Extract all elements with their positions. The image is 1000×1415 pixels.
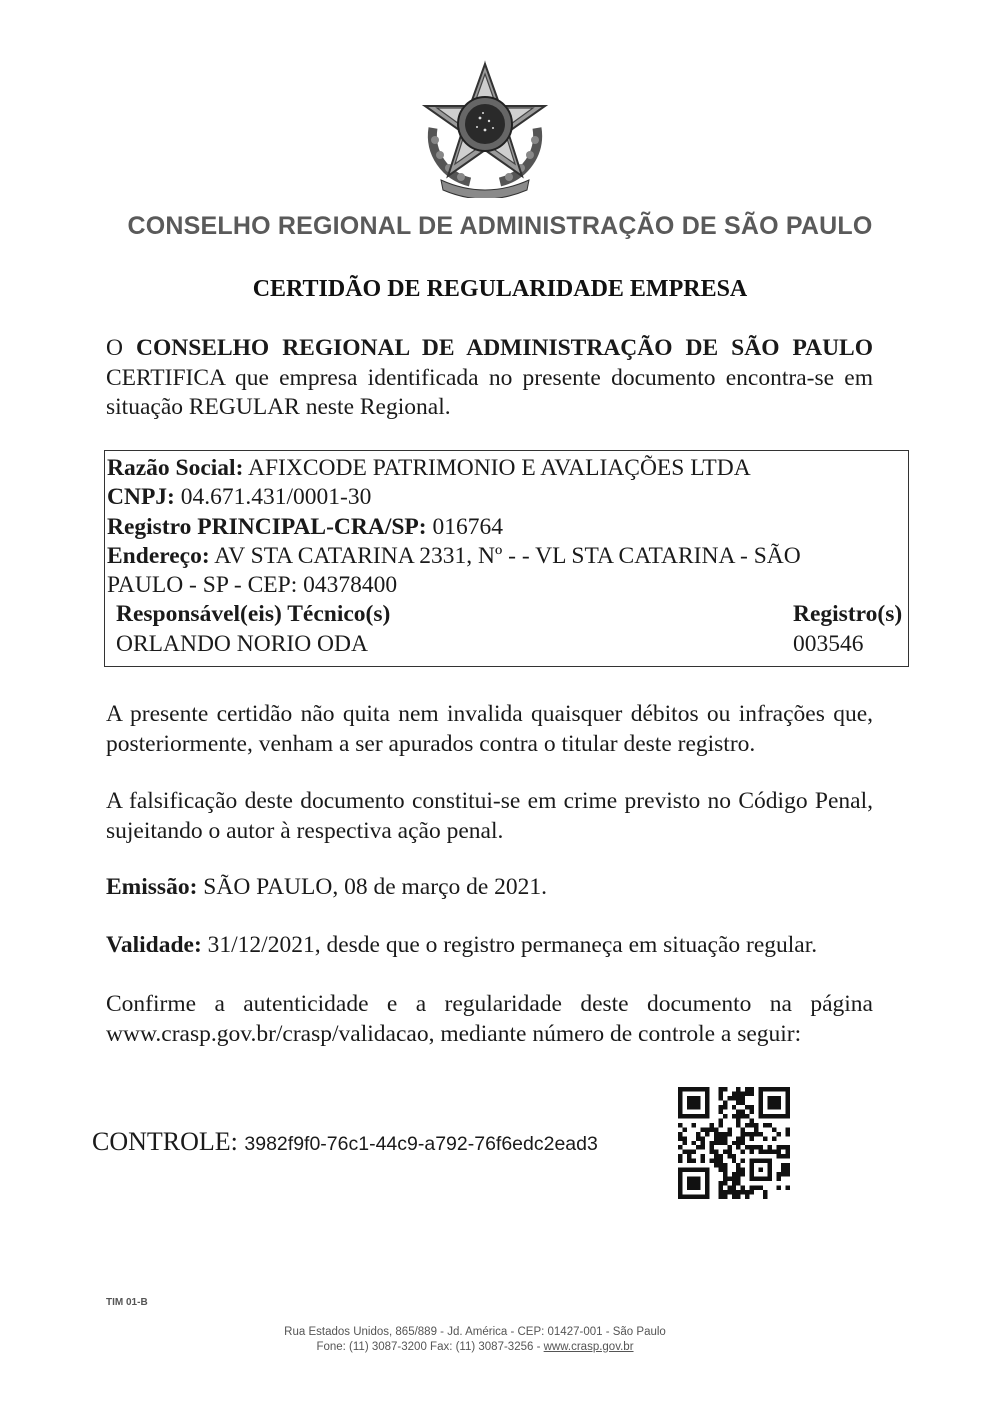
intro-paragraph bbox=[106, 334, 873, 423]
brazil-coat-of-arms-icon bbox=[415, 58, 555, 198]
registros-header: Registro(s) bbox=[793, 601, 903, 628]
razao-social-row bbox=[107, 454, 908, 483]
control-line bbox=[92, 1127, 598, 1157]
disclaimer-paragraph: A presente certidão não quita nem invalida quaisquer débitos ou infrações que, posteriormente, venham a ser apurados contra o titular deste registro. bbox=[106, 701, 873, 757]
razao-social-label: Razão Social: bbox=[107, 455, 244, 481]
cnpj-value: 04.671.431/0001-30 bbox=[180, 484, 372, 511]
registro-label: Registro PRINCIPAL-CRA/SP: bbox=[107, 513, 427, 540]
document-title: CERTIDÃO DE REGULARIDADE EMPRESA bbox=[252, 276, 748, 302]
emission-value: SÃO PAULO, 08 de março de 2021. bbox=[203, 874, 548, 900]
intro-text: CERTIFICA que empresa identificada no presente documento encontra-se em situação REGULAR neste Regional. bbox=[106, 364, 873, 420]
footer bbox=[0, 1325, 950, 1355]
validity-label: Validade: bbox=[106, 932, 202, 958]
cnpj-row bbox=[107, 483, 908, 512]
intro-council-name: CONSELHO REGIONAL DE ADMINISTRAÇÃO DE SÃO PAULO bbox=[136, 335, 874, 361]
intro-prefix: O bbox=[106, 335, 123, 361]
razao-social-value: AFIXCODE PATRIMONIO E AVALIAÇÕES LTDA bbox=[248, 455, 751, 481]
responsavel-row bbox=[107, 630, 908, 659]
form-code: TIM 01-B bbox=[106, 1297, 148, 1308]
endereco-line1: AV STA CATARINA 2331, Nº - - VL STA CATARINA - SÃO bbox=[214, 542, 801, 569]
control-code: 3982f9f0-76c1-44c9-a792-76f6edc2ead3 bbox=[244, 1133, 598, 1155]
council-header: CONSELHO REGIONAL DE ADMINISTRAÇÃO DE SÃO PAULO bbox=[127, 212, 873, 240]
responsavel-name: ORLANDO NORIO ODA bbox=[116, 630, 368, 657]
footer-contact bbox=[0, 1340, 950, 1355]
endereco-label: Endereço: bbox=[107, 542, 210, 569]
footer-phone: Fone: (11) 3087-3200 Fax: (11) 3087-3256 - bbox=[316, 1341, 541, 1353]
emission-line bbox=[106, 873, 873, 903]
responsaveis-header: Responsável(eis) Técnico(s) bbox=[116, 601, 391, 628]
company-info-box bbox=[104, 450, 909, 667]
confirm-paragraph: Confirme a autenticidade e a regularidade deste documento na página www.crasp.gov.br/crasp/validacao, mediante número de controle a seguir: bbox=[106, 991, 873, 1047]
emission-label: Emissão: bbox=[106, 874, 198, 900]
registro-row bbox=[107, 513, 908, 542]
endereco-row bbox=[107, 542, 908, 571]
footer-website-link[interactable]: www.crasp.gov.br bbox=[543, 1341, 634, 1353]
footer-address: Rua Estados Unidos, 865/889 - Jd. América - CEP: 01427-001 - São Paulo bbox=[284, 1326, 666, 1338]
control-label: CONTROLE: bbox=[92, 1127, 238, 1156]
validity-line bbox=[106, 931, 873, 961]
endereco-line2: PAULO - SP - CEP: 04378400 bbox=[107, 572, 398, 599]
qr-code-icon bbox=[678, 1087, 790, 1199]
registro-value: 016764 bbox=[432, 513, 503, 540]
forgery-warning-paragraph: A falsificação deste documento constitui-se em crime previsto no Código Penal, sujeitando o autor à respectiva ação penal. bbox=[106, 788, 873, 844]
cnpj-label: CNPJ: bbox=[107, 484, 175, 511]
responsaveis-header-row bbox=[107, 600, 908, 629]
responsavel-registro: 003546 bbox=[793, 630, 864, 657]
validity-value: 31/12/2021, desde que o registro permaneça em situação regular. bbox=[207, 932, 818, 958]
